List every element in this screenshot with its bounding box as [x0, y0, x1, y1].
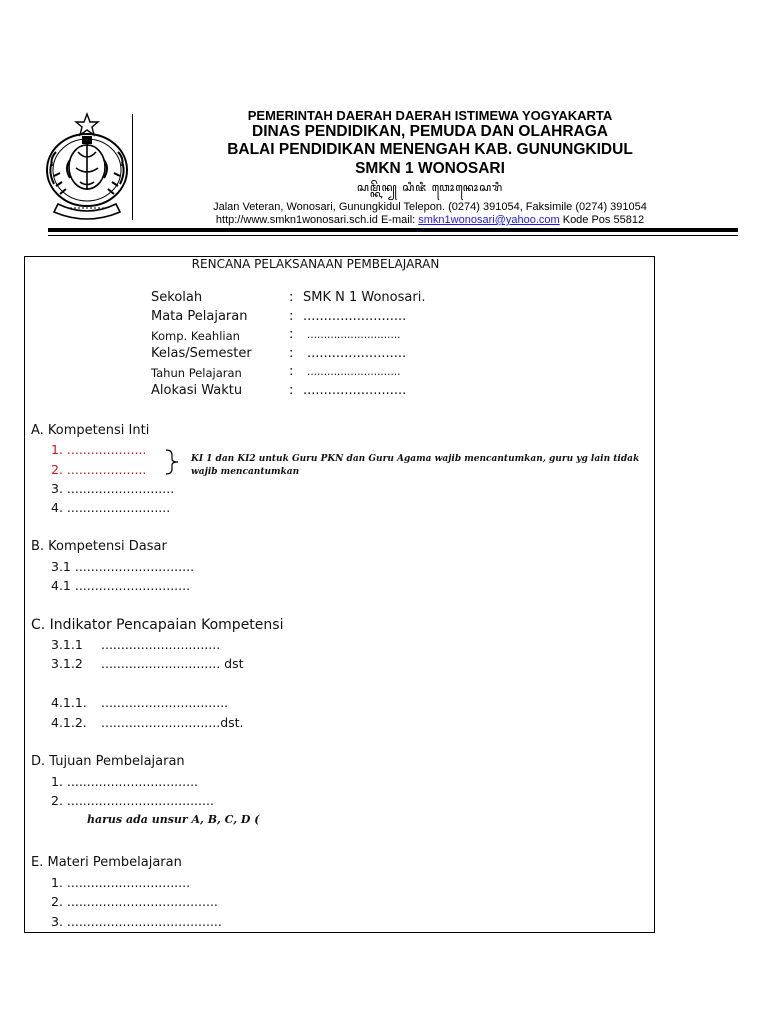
tujuan-item-2: 2. .....................................	[51, 793, 214, 808]
indikator-number: 4.1.1.	[51, 695, 87, 710]
ki-item-4: 4. ..........................	[51, 500, 171, 515]
school-address: Jalan Veteran, Wonosari, Gunungkidul Telepon. (0274) 391054, Faksimile (0274) 391054	[213, 201, 647, 213]
tujuan-item-1: 1. .................................	[51, 774, 199, 789]
materi-item-1: 1. ...............................	[51, 875, 191, 890]
coat-of-arms-icon	[40, 112, 134, 222]
indikator-value: ..............................dst.	[101, 715, 244, 730]
section-b-title: B. Kompetensi Dasar	[31, 539, 167, 554]
ki-item-1: 1. ....................	[51, 442, 147, 457]
section-a-title: A. Kompetensi Inti	[31, 423, 150, 438]
section-c-title: C. Indikator Pencapaian Kompetensi	[31, 617, 284, 633]
department-name: DINAS PENDIDIKAN, PEMUDA DAN OLAHRAGA	[252, 123, 608, 140]
field-colon: :	[289, 290, 294, 305]
field-value-mata-pelajaran: .........................	[303, 309, 407, 324]
website-text: http://www.smkn1wonosari.sch.id E-mail:	[215, 214, 419, 226]
ki-item-3: 3. ...........................	[51, 481, 175, 496]
section-d-title: D. Tujuan Pembelajaran	[31, 754, 185, 769]
ki-note-line-2: wajib mencantumkan	[191, 467, 300, 477]
field-colon: :	[289, 383, 294, 398]
email-link[interactable]: smkn1wonosari@yahoo.com	[418, 214, 560, 226]
field-value-sekolah: SMK N 1 Wonosari.	[303, 290, 426, 305]
right-brace-icon	[162, 448, 188, 476]
rpp-title: RENCANA PELAKSANAAN PEMBELAJARAN	[191, 257, 440, 271]
indikator-value: .............................. dst	[101, 656, 244, 671]
field-label-sekolah: Sekolah	[151, 290, 203, 305]
section-e-title: E. Materi Pembelajaran	[31, 855, 182, 870]
field-colon: :	[289, 309, 294, 324]
field-label-alokasi-waktu: Alokasi Waktu	[151, 383, 243, 398]
indikator-value: ................................	[101, 695, 229, 710]
indikator-number: 4.1.2.	[51, 715, 87, 730]
government-name: PEMERINTAH DAERAH DAERAH ISTIMEWA YOGYAKARTA	[247, 108, 613, 123]
kd-item-4-1: 4.1 .............................	[51, 578, 191, 593]
tujuan-remark: harus ada unsur A, B, C, D (	[87, 813, 260, 826]
materi-item-3: 3. .......................................	[51, 914, 222, 929]
javanese-script-name: ꦱꦩ꧀ꦏꦼꦤ꧀ ꦱꦶꦗꦶ ꦮꦺꦴꦤꦺꦴꦱꦫꦶ	[356, 181, 504, 194]
letterhead-rule-thin	[48, 235, 738, 236]
field-label-kelas-semester: Kelas/Semester	[151, 346, 252, 361]
field-colon: :	[289, 346, 294, 361]
field-value-tahun-pelajaran: ............................	[307, 366, 401, 378]
letterhead-divider	[132, 114, 133, 220]
indikator-number: 3.1.2	[51, 656, 83, 671]
field-label-mata-pelajaran: Mata Pelajaran	[151, 309, 248, 324]
indikator-number: 3.1.1	[51, 637, 83, 652]
field-value-komp-keahlian: ............................	[307, 329, 401, 341]
field-label-tahun-pelajaran: Tahun Pelajaran	[151, 366, 242, 380]
materi-item-2: 2. ......................................	[51, 894, 218, 909]
field-colon: :	[289, 327, 294, 342]
school-name: SMKN 1 WONOSARI	[355, 160, 505, 177]
field-value-alokasi-waktu: .........................	[303, 383, 407, 398]
field-label-komp-keahlian: Komp. Keahlian	[151, 329, 240, 343]
letterhead-rule-thick	[48, 228, 738, 232]
field-value-kelas-semester: ........................	[307, 346, 407, 361]
field-colon: :	[289, 364, 294, 379]
postal-code: Kode Pos 55812	[559, 214, 645, 226]
kd-item-3-1: 3.1 ..............................	[51, 559, 195, 574]
ki-note-line-1: KI 1 dan KI2 untuk Guru PKN dan Guru Agama wajib mencantumkan, guru yg lain tidak	[191, 454, 640, 464]
indikator-value: ..............................	[101, 637, 221, 652]
contact-line	[152, 214, 708, 226]
office-name: BALAI PENDIDIKAN MENENGAH KAB. GUNUNGKIDUL	[227, 141, 633, 158]
ki-item-2: 2. ....................	[51, 462, 147, 477]
ki-note	[191, 453, 639, 479]
